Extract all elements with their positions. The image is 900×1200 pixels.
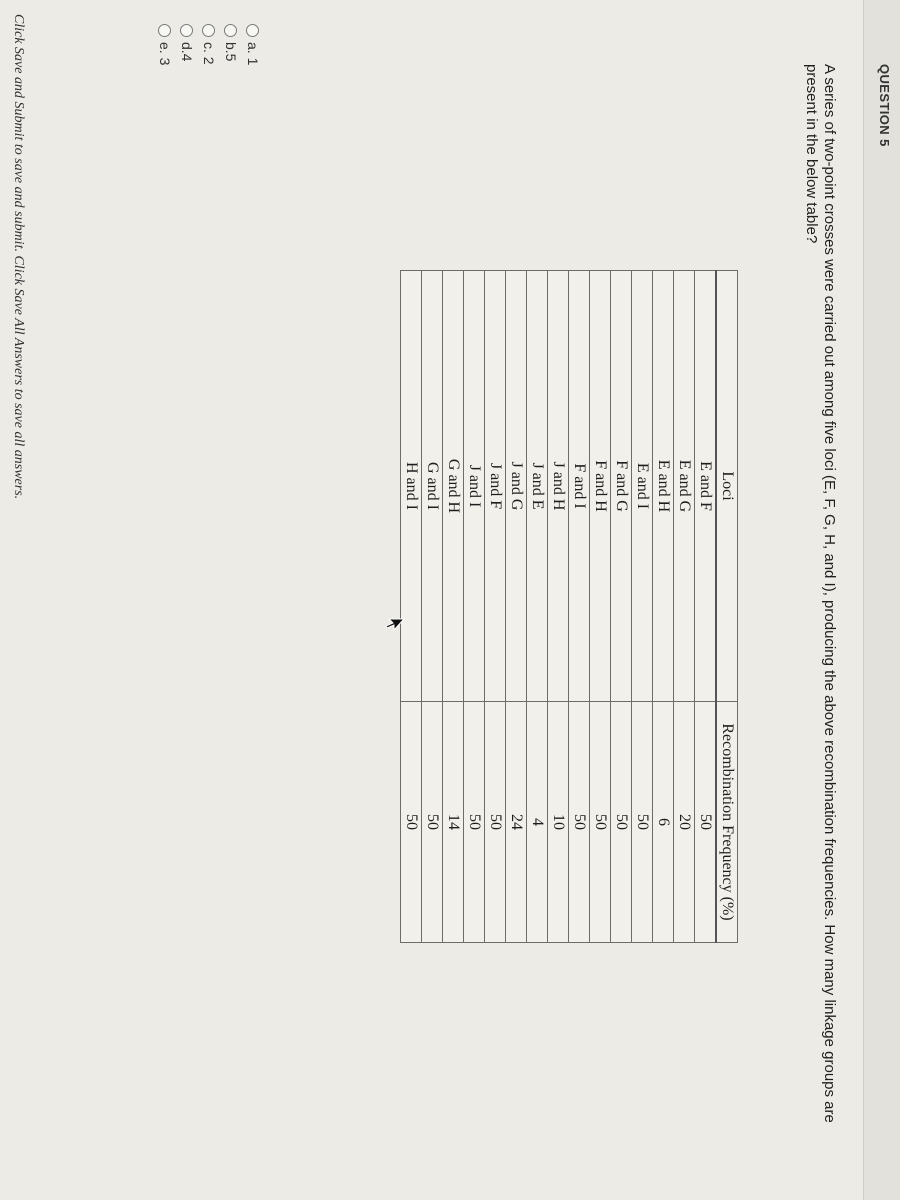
table-row	[464, 271, 485, 943]
answer-option[interactable]	[242, 24, 264, 65]
frequency-cell: 20	[674, 702, 695, 943]
loci-cell: G and H	[443, 271, 464, 702]
top-strip	[863, 0, 900, 1200]
radio-button-icon[interactable]	[247, 24, 260, 37]
loci-cell: E and I	[632, 271, 653, 702]
table-row	[695, 271, 717, 943]
question-header: QUESTION 5	[877, 64, 892, 147]
mouse-pointer-icon	[385, 618, 405, 632]
table-row	[611, 271, 632, 943]
frequency-cell: 4	[527, 702, 548, 943]
answer-label: c. 2	[201, 42, 217, 65]
frequency-cell: 14	[443, 702, 464, 943]
answer-label: e. 3	[157, 42, 173, 66]
loci-cell: E and F	[695, 271, 717, 702]
loci-cell: J and F	[485, 271, 506, 702]
table-row	[527, 271, 548, 943]
frequency-cell: 6	[653, 702, 674, 943]
table-row	[653, 271, 674, 943]
frequency-cell: 50	[569, 702, 590, 943]
frequency-cell: 50	[422, 702, 443, 943]
loci-cell: J and I	[464, 271, 485, 702]
table-row	[569, 271, 590, 943]
loci-cell: J and G	[506, 271, 527, 702]
table-row	[590, 271, 611, 943]
loci-cell: H and I	[401, 271, 422, 702]
frequency-cell: 50	[401, 702, 422, 943]
frequency-cell: 50	[464, 702, 485, 943]
column-header-loci: Loci	[716, 271, 738, 702]
question-prompt: A series of two-point crosses were carried out among five loci (E, F, G, H, and I), producing the above recombination frequencies. How many linkage groups are present in the below table?	[803, 64, 838, 1123]
loci-cell: F and H	[590, 271, 611, 702]
answer-label: d.4	[179, 42, 195, 62]
answer-label: a. 1	[245, 42, 261, 66]
table-row	[506, 271, 527, 943]
recombination-table	[400, 270, 738, 943]
frequency-cell: 50	[611, 702, 632, 943]
frequency-cell: 50	[590, 702, 611, 943]
table-header-row	[716, 271, 738, 943]
radio-button-icon[interactable]	[225, 24, 238, 37]
loci-cell: G and I	[422, 271, 443, 702]
loci-cell: F and I	[569, 271, 590, 702]
loci-cell: J and E	[527, 271, 548, 702]
loci-cell: E and H	[653, 271, 674, 702]
answer-options	[154, 24, 264, 65]
table-row	[443, 271, 464, 943]
loci-cell: E and G	[674, 271, 695, 702]
column-header-frequency: Recombination Frequency (%)	[716, 702, 738, 943]
frequency-cell: 50	[632, 702, 653, 943]
table-row	[632, 271, 653, 943]
frequency-cell: 24	[506, 702, 527, 943]
answer-option[interactable]	[198, 24, 220, 65]
table-row	[401, 271, 422, 943]
frequency-cell: 50	[485, 702, 506, 943]
radio-button-icon[interactable]	[181, 24, 194, 37]
answer-option[interactable]	[220, 24, 242, 65]
table-row	[422, 271, 443, 943]
table-row	[485, 271, 506, 943]
radio-button-icon[interactable]	[159, 24, 172, 37]
save-instructions: Click Save and Submit to save and submit. Click Save All Answers to save all answers.	[11, 14, 26, 500]
answer-label: b.5	[223, 42, 239, 62]
table-row	[548, 271, 569, 943]
frequency-cell: 10	[548, 702, 569, 943]
answer-option[interactable]	[176, 24, 198, 65]
loci-cell: J and H	[548, 271, 569, 702]
frequency-cell: 50	[695, 702, 717, 943]
answer-option[interactable]	[154, 24, 176, 65]
table-row	[674, 271, 695, 943]
loci-cell: F and G	[611, 271, 632, 702]
radio-button-icon[interactable]	[203, 24, 216, 37]
